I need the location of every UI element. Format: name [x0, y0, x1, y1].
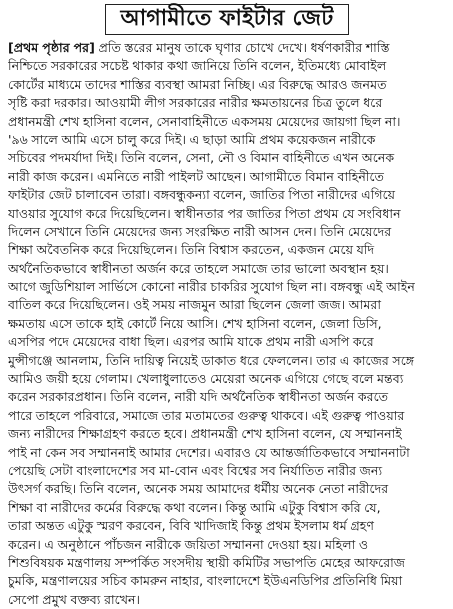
article-line: ফাইটার জেট চালাবেন তারা। বঙ্গবন্ধুকন্যা বলেন, জাতির পিতা নারীদের এগিয়ে [8, 187, 396, 203]
article-line: অর্থনৈতিকভাবে স্বাধীনতা অর্জন করে তাহলে সমাজে তার ভালো অবস্থান হয়। [8, 260, 389, 276]
article-line: শিক্ষা অবৈতনিক করে দিয়েছিলেন। তিনি বিশ্বাস করতেন, একজন মেয়ে যদি [8, 242, 375, 258]
article-line: তারা অন্তত এটুকু স্মরণ করবেন, বিবি খাদিজাই কিন্তু প্রথম ইসলাম ধর্ম গ্রহণ [8, 518, 374, 534]
article-line: জন্য নারীদের শিক্ষাগ্রহণ করতে হবে। প্রধানমন্ত্রী শেখ হাসিনা বলেন, যে সম্মাননাই [8, 426, 402, 442]
article-line: ক্ষমতায় এসে তাকে হাই কোর্টে নিয়ে আসি। শেখ হাসিনা বলেন, জেলা ডিসি, [8, 315, 382, 331]
article-line: করেন। এ অনুষ্ঠানে পাঁচজন নারীকে জয়িতা সম্মাননা দেওয়া হয়। মহিলা ও [8, 536, 369, 552]
article-line [8, 39, 446, 57]
article-line: কোর্টের মাধ্যমে তাদের শাস্তির ব্যবস্থা আমরা নিচ্ছি। এর বিরুদ্ধে আরও জনমত [8, 76, 387, 92]
article-line: সৃষ্টি করা দরকার। আওয়ামী লীগ সরকারের নারীর ক্ষমতায়নের চিত্র তুলে ধরে [8, 95, 383, 111]
article-line: পারে তাহলে পরিবারে, সমাজে তার মতামতের গুরুত্ব থাকবে। এই গুরুত্ব পাওয়ার [8, 407, 405, 423]
article-body [8, 39, 446, 609]
article-line: শিক্ষা বা নারীদের কর্মের বিরুদ্ধে কথা বলেন। কিন্তু আমি এটুকু বিশ্বাস করি যে, [8, 499, 381, 515]
article-line: সচিবের পদমর্যাদা দিই। তিনি বলেন, সেনা, নৌ ও বিমান বাহিনীতে এখন অনেক [8, 150, 395, 166]
headline: আগামীতে ফাইটার জেট [105, 4, 348, 35]
lead-tag: [প্রথম পৃষ্ঠার পর] [8, 40, 95, 55]
article-line: মুন্সীগঞ্জে আনলাম, তিনি দায়িত্ব নিয়েই ডাকাত ধরে ফেললেন। তার এ কাজের সঙ্গে [8, 352, 415, 368]
article-line: এসপির পদে মেয়েদের বাধা ছিল। এরপর আমি যাকে প্রথম নারী এসপি করে [8, 334, 374, 350]
headline-container [8, 4, 446, 35]
article-line: বাতিল করে দিয়েছিলেন। ওই সময় নাজমুন আরা ছিলেন জেলা জজ। আমরা [8, 297, 381, 313]
article-line: উৎসর্গ করছি। তিনি বলেন, অনেক সময় আমাদের ধর্মীয় অনেক নেতা নারীদের [8, 481, 389, 497]
article-line: দিলেন সেখানে তিনি মেয়েদের জন্য সংরক্ষিত নারী আসন দেন। তিনি মেয়েদের [8, 223, 392, 239]
article-line: করেন সরকারপ্রধান। তিনি বলেন, নারী যদি অর্থনৈতিক স্বাধীনতা অর্জন করতে [8, 389, 389, 405]
article-line-text: প্রতি স্তরের মানুষ তাকে ঘৃণার চোখে দেখে। ধর্ষণকারীর শাস্তি [94, 40, 390, 55]
article-line: নারী কাজ করেন। এমনিতে নারী পাইলট আছেন। আগামীতে বিমান বাহিনীতে [8, 168, 384, 184]
article-line: নিশ্চিতে সরকারের সচেষ্ট থাকার কথা জানিয়ে তিনি বলেন, ইতিমধ্যে মোবাইল [8, 58, 387, 74]
article-line: আমিও জয়ী হয়ে গেলাম। খেলাধুলাতেও মেয়েরা অনেক এগিয়ে গেছে বলে মন্তব্য [8, 371, 404, 387]
article-line: যাওয়ার সুযোগ করে দিয়েছিলেন। স্বাধীনতার পর জাতির পিতা প্রথম যে সংবিধান [8, 205, 401, 221]
article-line: চুমকি, মন্ত্রণালয়ের সচিব কামরুন নাহার, বাংলাদেশে ইউএনডিপির প্রতিনিধি মিয়া [8, 573, 403, 589]
article-line: পেয়েছি সেটা বাংলাদেশের সব মা-বোন এবং বিশ্বের সব নির্যাতিত নারীর জন্য [8, 462, 383, 478]
article-line: পাই না কেন সব সম্মাননাই আমার দেশের। এবারও যে আন্তর্জাতিকভাবে সম্মাননাটা [8, 444, 410, 460]
article-line: '৯৬ সালে আমি এসে চালু করে দিই। এ ছাড়া আমি প্রথম কয়েকজন নারীকে [8, 131, 376, 147]
article-line: শিশুবিষয়ক মন্ত্রণালয় সম্পর্কিত সংসদীয় স্থায়ী কমিটির সভাপতি মেহের আফরোজ [8, 554, 406, 570]
article-line: আগে জুডিশিয়াল সার্ভিসে কোনো নারীর চাকরির সুযোগ ছিল না। বঙ্গবন্ধু এই আইন [8, 279, 415, 295]
article-line: প্রধানমন্ত্রী শেখ হাসিনা বলেন, সেনাবাহিনীতে একসময় মেয়েদের জায়গা ছিল না। [8, 113, 401, 129]
article-line: সেপো প্রমুখ বক্তব্য রাখেন। [8, 591, 140, 607]
